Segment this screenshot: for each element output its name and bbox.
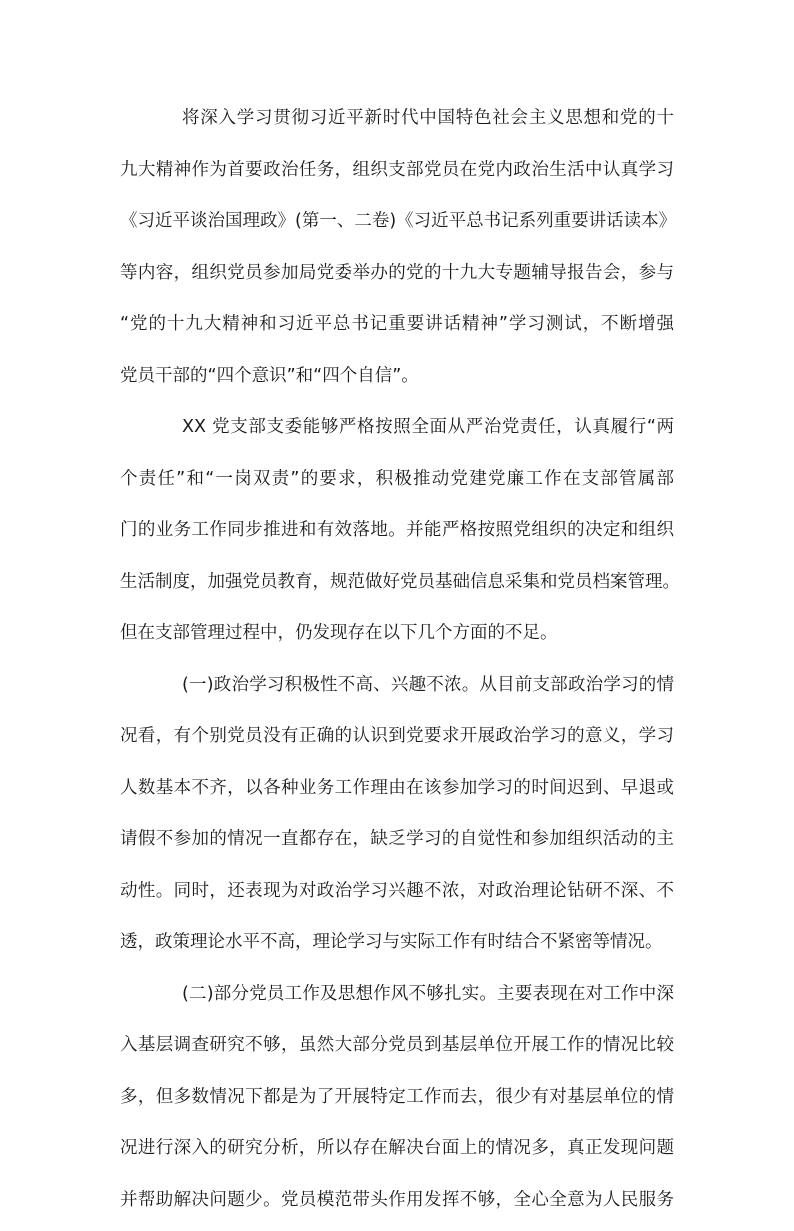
paragraph-2 (120, 407, 674, 665)
text-line: 《习近平谈治国理政》(第一、二卷)《习近平总书记系列重要讲话读本》 (120, 201, 674, 253)
paragraph-4 (120, 974, 674, 1231)
text-line: 等内容，组织党员参加局党委举办的党的十九大专题辅导报告会，参与 (120, 253, 674, 305)
text-line: 党员干部的“四个意识”和“四个自信”。 (120, 356, 674, 408)
text-line: (一)政治学习积极性不高、兴趣不浓。从目前支部政治学习的情 (120, 665, 674, 717)
text-line: 但在支部管理过程中，仍发现存在以下几个方面的不足。 (120, 613, 674, 665)
text-line: 人数基本不齐，以各种业务工作理由在该参加学习的时间迟到、早退或 (120, 768, 674, 820)
text-line: (二)部分党员工作及思想作风不够扎实。主要表现在对工作中深 (120, 974, 674, 1026)
document-body (120, 98, 674, 1231)
text-line: 多，但多数情况下都是为了开展特定工作而去，很少有对基层单位的情 (120, 1077, 674, 1129)
text-line: 请假不参加的情况一直都存在，缺乏学习的自觉性和参加组织活动的主 (120, 819, 674, 871)
text-line: 个责任”和“一岗双责”的要求，积极推动党建党廉工作在支部管属部 (120, 459, 674, 511)
paragraph-3 (120, 665, 674, 974)
text-line: 并帮助解决问题少。党员模范带头作用发挥不够，全心全意为人民服务 (120, 1180, 674, 1231)
text-line: 生活制度，加强党员教育，规范做好党员基础信息采集和党员档案管理。 (120, 562, 674, 614)
text-line: 入基层调查研究不够，虽然大部分党员到基层单位开展工作的情况比较 (120, 1025, 674, 1077)
text-line: 门的业务工作同步推进和有效落地。并能严格按照党组织的决定和组织 (120, 510, 674, 562)
text-line: XX 党支部支委能够严格按照全面从严治党责任，认真履行“两 (120, 407, 674, 459)
paragraph-1 (120, 98, 674, 407)
text-line: “党的十九大精神和习近平总书记重要讲话精神”学习测试，不断增强 (120, 304, 674, 356)
text-line: 动性。同时，还表现为对政治学习兴趣不浓，对政治理论钻研不深、不 (120, 871, 674, 923)
text-line: 况看，有个别党员没有正确的认识到党要求开展政治学习的意义，学习 (120, 716, 674, 768)
text-line: 将深入学习贯彻习近平新时代中国特色社会主义思想和党的十 (120, 98, 674, 150)
text-line: 透，政策理论水平不高，理论学习与实际工作有时结合不紧密等情况。 (120, 922, 674, 974)
text-line: 况进行深入的研究分析，所以存在解决台面上的情况多，真正发现问题 (120, 1128, 674, 1180)
text-line: 九大精神作为首要政治任务，组织支部党员在党内政治生活中认真学习 (120, 150, 674, 202)
